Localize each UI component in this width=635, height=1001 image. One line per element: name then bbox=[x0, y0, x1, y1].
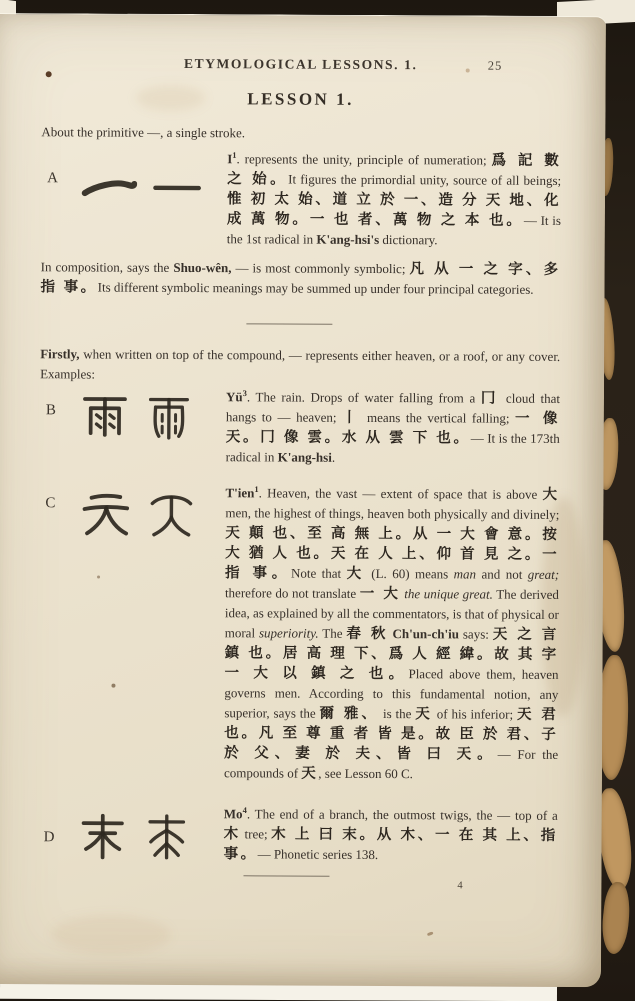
entry-C-text: T'ien$^1$. Heaven, the vast — extent of space that is above 大 men, the highest of things, heaven both physically and divinely; 天 顛 也、至 高 無 上。从 一 大 會 意。按 大 猶 人 也。天 在 人 上、仰 首 見 之。一 指 事。Note that 大 (L. 60) means man and not great; therefore do not translate 一 大 the unique great. The derived idea, as explained by all the commentators, is that of physical or moral superiority. The 春 秋 Ch'un-ch'iu says: 天 之 言 鎮 也。居 高 理 下、爲 人 經 緯。故 其 字 一 大 以 鎮 之 也。Placed above them, heaven governs men. According to this fundamental notion, any superior, says the 爾 雅、 is the 天 of his inferior; 天 君 也。凡 至 尊 重 者 皆 是。故 臣 於 君、子 於 父、妻 於 夫、皆 曰 天。— For the compounds of 天, see Lesson 60 C. bbox=[223, 484, 560, 782]
entry-B-glyph-column bbox=[40, 386, 226, 467]
entry-label: A bbox=[47, 170, 59, 187]
seal-character-mo-branch-icon bbox=[142, 810, 192, 864]
entry-D-text: Mo$^4$. The end of a branch, the outmost twigs, the — top of a 木 tree; 木 上 曰 末。从 木、一 在 其 上、指 事。— Phonetic series 138. bbox=[223, 804, 558, 863]
intro-paragraph: About the primitive —, a single stroke. bbox=[41, 124, 246, 141]
entry-D bbox=[38, 803, 558, 866]
seal-character-yu-rain-icon bbox=[144, 391, 194, 445]
entry-label: B bbox=[45, 402, 56, 419]
print-character-yi-icon bbox=[151, 173, 203, 203]
brush-character-yu-rain-icon bbox=[80, 390, 130, 442]
section-divider bbox=[243, 875, 329, 876]
ink-speck bbox=[427, 931, 434, 936]
torn-paper-edge bbox=[599, 881, 632, 955]
entry-A bbox=[41, 148, 562, 251]
section-divider bbox=[246, 323, 332, 324]
firstly-paragraph: Firstly, when written on top of the compound, — represents either heaven, or a roof, or any cover. Examples: bbox=[40, 346, 561, 382]
lesson-title: LESSON 1. bbox=[247, 89, 354, 109]
entry-label: C bbox=[45, 495, 56, 512]
page-number: 25 bbox=[487, 58, 503, 73]
entry-C-glyph-column bbox=[38, 482, 226, 783]
seal-character-tien-heaven-icon bbox=[145, 487, 197, 541]
entry-A-glyph-column bbox=[41, 148, 228, 249]
seal-character-yi-icon bbox=[81, 172, 137, 202]
foxing-stain bbox=[51, 914, 171, 955]
brush-character-mo-branch-icon bbox=[78, 809, 128, 863]
entry-C bbox=[38, 482, 560, 785]
entry-D-glyph-column bbox=[38, 803, 224, 864]
ink-speck bbox=[46, 71, 52, 77]
entry-A-text: $I^1$. represents the unity, principle of numeration; 爲 記 數 之 始。It figures the primordial unity, source of all beings; 惟 初 太 始、道 立 於 一、造 分 天 地、化 成 萬 物。一 也 者、萬 物 之 本 也。— It is the 1st radical in K'ang-hsi's dictionary. bbox=[226, 149, 562, 248]
composition-paragraph: In composition, says the Shuo-wên, — is most commonly symbolic; 凡 从 一 之 字、多 指 事。Its different symbolic meanings may be summed up under four principal categories. bbox=[40, 259, 561, 297]
running-header: ETYMOLOGICAL LESSONS. 1. bbox=[183, 55, 418, 73]
entry-B-text: $Yü^3$. The rain. Drops of water falling from a 冂 cloud that hangs to — heaven; 丨 means the vertical falling; 一 像 天。冂 像 雲。水 从 雲 下 也。— It is the 173th radical in K'ang-hsi. bbox=[225, 387, 561, 465]
brush-character-tien-heaven-icon bbox=[79, 486, 131, 538]
entry-B bbox=[40, 386, 560, 469]
entry-label: D bbox=[43, 829, 55, 846]
book-page bbox=[0, 13, 606, 987]
signature-mark: 4 bbox=[457, 880, 463, 892]
